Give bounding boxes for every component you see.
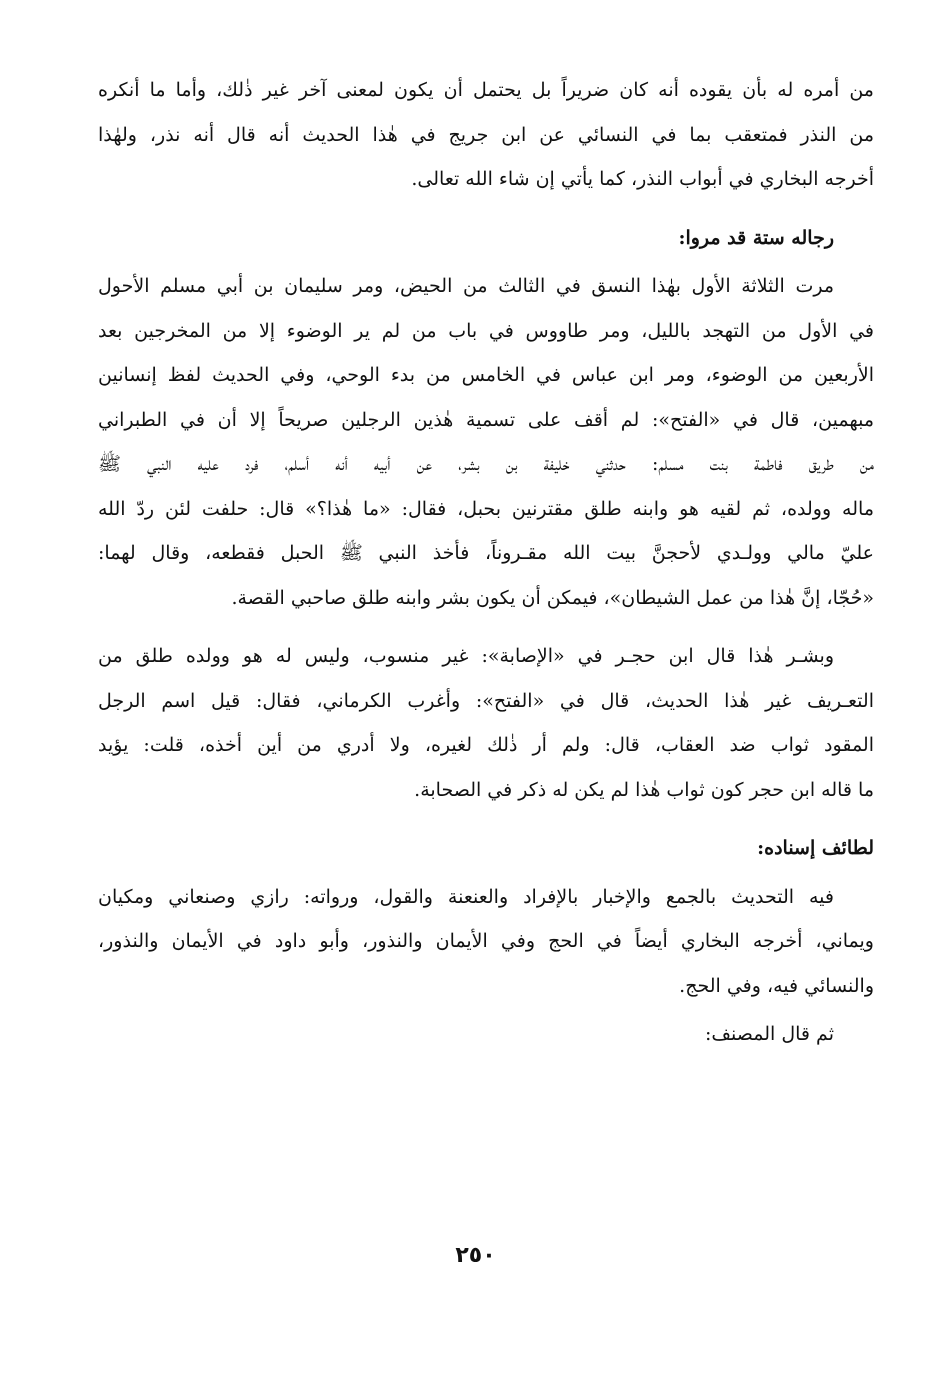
text-line: أخرجه البخاري في أبواب النذر، كما يأتي إن شاء الله تعالى.	[411, 168, 874, 190]
heading-text: لطائف إسناده:	[757, 837, 874, 859]
text-line: ثم قال المصنف:	[704, 1023, 834, 1045]
section-heading-narrators	[98, 216, 874, 261]
page-body	[98, 68, 874, 1071]
text-line: في الأول من التهجد بالليل، ومر طاووس في باب من لم ير الوضوء إلا من المخرجين بعد	[98, 319, 874, 342]
paragraph-closing	[98, 1012, 874, 1057]
text-line: من طريق فاطمة بنت مسلم: حدثني خليفة بن بشر، عن أبيه أنه أسلم، فرد عليه النبي ﷺ	[98, 453, 874, 475]
text-line: الأربعين من الوضوء، ومر ابن عباس في الخامس من بدء الوحي، وفي الحديث لفظ إنسانين	[98, 364, 874, 386]
text-line: مرت الثلاثة الأول بهٰذا النسق في الثالث من الحيض، ومر سليمان بن أبي مسلم الأحول	[98, 275, 834, 297]
text-line: ماله وولده، ثم لقيه هو وابنه طلق مقترنين بحبل، فقال: «ما هٰذا؟» قال: حلفت لئن ردّ الله	[98, 497, 874, 520]
text-line: عليّ مالي وولـدي لأحجنَّ بيت الله مقـروناً، فأخذ النبي ﷺ الحبل فقطعه، وقال لهما:	[98, 542, 874, 564]
paragraph-continuation	[98, 68, 874, 202]
text-line: مبهمين، قال في «الفتح»: لم أقف على تسمية هٰذين الرجلين صريحاً إلا أن في الطبراني	[98, 408, 874, 431]
paragraph-bishr	[98, 634, 874, 812]
text-line: ويماني، أخرجه البخاري أيضاً في الحج وفي الأيمان والنذور، وأبو داود في الأيمان والنذور،	[98, 930, 874, 952]
paragraph-narrators	[98, 264, 874, 620]
text-line: المقود ثواب ضد العقاب، قال: ولم أر ذٰلك لغيره، ولا أدري من أين أخذه، قلت: يؤيد	[98, 734, 874, 756]
text-line: وبشـر هٰذا قال ابن حجـر في «الإصابة»: غير منسوب، وليس له هو وولده طلق من	[98, 645, 834, 667]
page-number: ٢٥٠	[455, 1243, 496, 1268]
heading-text: رجاله ستة قد مروا:	[678, 226, 834, 249]
section-heading-isnad	[98, 826, 874, 871]
text-line: التعـريف غير هٰذا الحديث، قال في «الفتح»: وأغرب الكرماني، فقال: قيل اسم الرجل	[98, 689, 874, 712]
text-line: من أمره له بأن يقوده أنه كان ضريراً بل يحتمل أن يكون لمعنى آخر غير ذٰلك، وأما ما أنكره	[98, 79, 874, 101]
text-line: «حُجّا، إنَّ هٰذا من عمل الشيطان»، فيمكن أن يكون بشر وابنه طلق صاحبي القصة.	[231, 586, 874, 609]
text-line: والنسائي فيه، وفي الحج.	[679, 974, 874, 997]
text-line: فيه التحديث بالجمع والإخبار بالإفراد والعنعنة والقول، ورواته: رازي وصنعاني ومكيان	[98, 885, 834, 908]
text-line: ما قاله ابن حجر كون ثواب هٰذا لم يكن له ذكر في الصحابة.	[414, 778, 874, 801]
text-line: من النذر فمتعقب بما في النسائي عن ابن جريج في هٰذا الحديث أنه قال أنه نذر، ولهٰذا	[98, 123, 874, 146]
paragraph-isnad	[98, 875, 874, 1009]
